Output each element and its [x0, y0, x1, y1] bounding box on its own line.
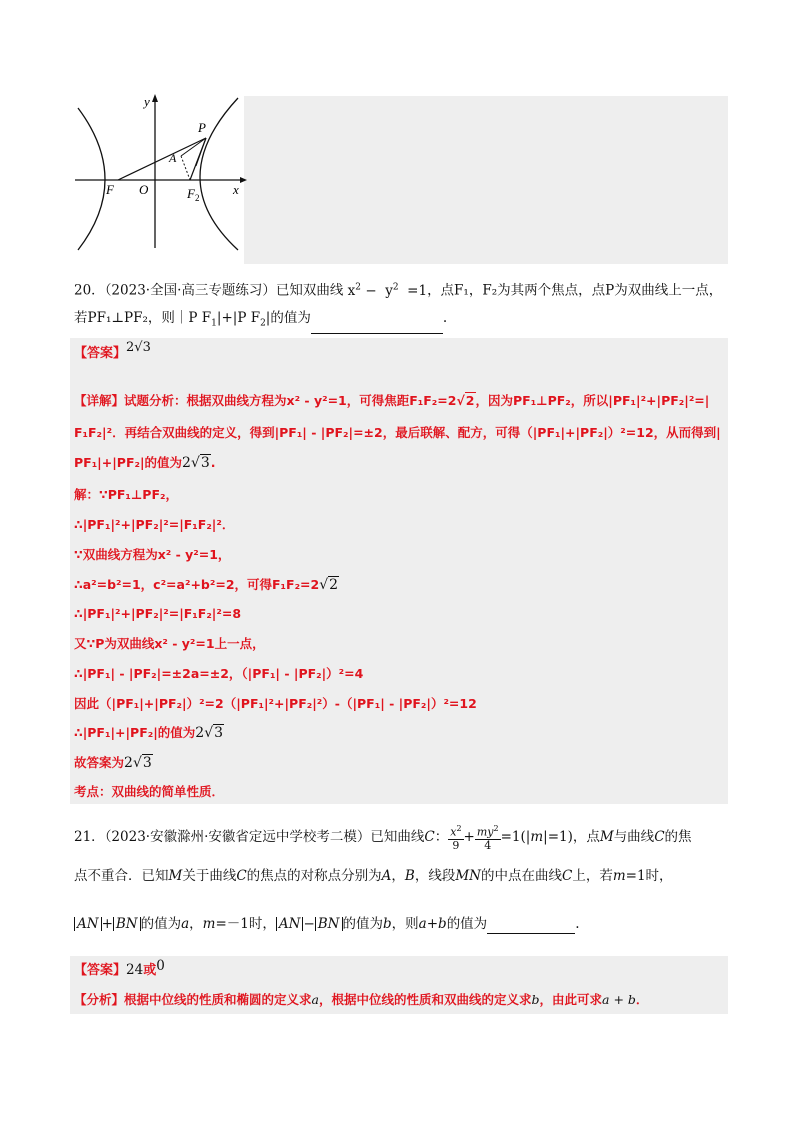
q21-line2-d: ，线段 — [414, 868, 456, 884]
q20-answer-blank[interactable] — [311, 319, 443, 334]
q21-answer-blank[interactable] — [487, 919, 575, 934]
q21-answer-value: 24 — [126, 962, 144, 978]
dashed-a-f2 — [181, 156, 190, 180]
curve-c-4: C — [561, 868, 573, 884]
label-p: P — [198, 120, 206, 135]
q20-sol-line1: 解：∵PF₁⊥PF₂， — [74, 487, 178, 502]
label-y: y — [144, 94, 150, 109]
q20-final-answer: 2√3 — [124, 755, 152, 771]
q21-answer-or: 或 — [143, 963, 157, 978]
q20-sol-line2: ∴|PF₁|²+|PF₂|²=|F₁F₂|²． — [74, 517, 235, 532]
q21-sum-expression: AN + BN — [74, 916, 141, 932]
q20-detail-line3 — [74, 453, 216, 473]
q21-analysis-text3: ，由此可求 — [539, 992, 603, 1007]
q20-sol-line6: 又∵P为双曲线x² - y²=1上一点， — [74, 636, 265, 651]
q20-detail-line1 — [74, 391, 709, 411]
q21-line3-b: ， — [189, 916, 203, 932]
q21-analysis-end: ． — [635, 992, 649, 1007]
point-m: M — [599, 828, 614, 845]
q21-answer-label: 【答案】 — [74, 963, 127, 978]
q20-stem-text: 已知双曲线 — [275, 282, 344, 299]
q20-detail-end: . — [210, 455, 216, 470]
q20-detail-text1b: ，因为PF₁⊥PF₂，所以|PF₁|²+|PF₂|²=| — [475, 393, 710, 408]
curve-c-2: C — [654, 828, 665, 845]
analysis-var-a: a — [311, 992, 319, 1007]
q20-sol-line4 — [74, 575, 339, 595]
label-f2: $F_2$ — [187, 186, 200, 203]
q20-detail-line2 — [74, 423, 721, 443]
q20-detail-text2: F₁F₂|²．再结合双曲线的定义，得到|PF₁| - |PF₂|=±2，最后联解、配方，可得（|PF₁|+|PF₂|）²=12，从而得到| — [74, 425, 721, 440]
q21-stem-point: ，点 — [572, 828, 600, 845]
q21-stem-text: 已知曲线 — [370, 828, 425, 845]
points-ab: A — [381, 868, 392, 884]
q21-analysis-line — [74, 990, 648, 1010]
q21-curve-equation: ： $\frac{x^2}{9}$ + $\frac{my^2}{4}$ =1(|m|=1) — [434, 824, 573, 852]
var-b-2: b — [438, 916, 447, 932]
q21-line2-c: 的焦点的对称点分别为 — [246, 868, 382, 884]
q21-line2-f: 上，若 — [572, 868, 613, 884]
q20-detail-result: 2√3 — [182, 455, 210, 471]
label-f: F — [106, 182, 114, 197]
label-a: A — [169, 151, 177, 165]
q20-sol-result: 2√3 — [195, 725, 224, 741]
q20-sol-line8: 因此（|PF₁|+|PF₂|）²=2（|PF₁|²+|PF₂|²）-（|PF₁| - |PF₂|）²=12 — [74, 696, 477, 711]
q20-stem-line1 — [74, 277, 722, 301]
hyperbola-figure — [70, 90, 250, 252]
q20-equation: $x^2 - y^2 =1$ — [343, 282, 428, 299]
q20-answer-value: 2√3 — [126, 340, 151, 355]
curve-c-3: C — [236, 868, 247, 884]
x-axis-arrow — [240, 177, 247, 183]
q21-period: . — [575, 916, 580, 932]
analysis-a-plus-b: a + b — [602, 992, 636, 1007]
sqrt2-symbol: √2 — [456, 393, 475, 408]
q20-stem-rest: ，点F₁，F₂为其两个焦点，点P为双曲线上一点， — [427, 282, 723, 299]
q21-line3-f: 的值为 — [446, 916, 488, 932]
figure-background — [244, 96, 728, 264]
q20-value-of: 的值为 — [270, 310, 311, 326]
q21-stem-line2: 点不重合．已知M关于曲线C的焦点的对称点分别为A，B，线段MN的中点在曲线C上，若m=1时， — [74, 868, 673, 884]
q21-analysis-label: 【分析】 — [74, 992, 125, 1007]
sqrt2-symbol-2: √2 — [319, 577, 339, 593]
q21-diff-expression: AN − BN — [276, 916, 343, 932]
analysis-var-b: b — [531, 992, 540, 1007]
q20-period: . — [442, 310, 448, 326]
q20-condition: 若PF₁⊥PF₂，则 — [74, 310, 175, 326]
q21-stem-focus: 的焦 — [664, 828, 692, 845]
q20-sol-line3: ∵双曲线方程为x² - y²=1， — [74, 547, 231, 562]
q20-sol-text9: ∴|PF₁|+|PF₂|的值为 — [74, 725, 196, 740]
q21-stem-line3 — [74, 914, 579, 934]
q21-answer-line — [74, 960, 165, 981]
y-axis-arrow — [152, 94, 158, 102]
q21-line2-g: =1时， — [625, 868, 673, 884]
q20-answer-line — [74, 340, 151, 364]
q20-source: （2023·全国·高三专题练习） — [104, 282, 276, 299]
q20-detail-text1: 试题分析：根据双曲线方程为x² - y²=1，可得焦距F₁F₂=2 — [124, 393, 457, 408]
q20-sol-line7: ∴|PF₁| - |PF₂|=±2a=±2，（|PF₁| - |PF₂|）²=4 — [74, 666, 364, 681]
hyperbola-left-branch — [78, 108, 105, 250]
q20-number: 20． — [74, 282, 105, 299]
var-m: m — [612, 868, 626, 884]
q20-answer-label: 【答案】 — [74, 346, 127, 361]
q20-sol-line5: ∴|PF₁|²+|PF₂|²=|F₁F₂|²=8 — [74, 606, 242, 621]
q21-number: 21． — [74, 828, 105, 845]
q20-expression: ｜P $F_1|+|P$ $F_2|$ — [174, 310, 271, 329]
var-b: b — [383, 916, 392, 932]
q21-line2-b: 关于曲线 — [182, 868, 237, 884]
q20-stem-line2 — [74, 308, 447, 334]
q20-sol-line9 — [74, 723, 224, 743]
var-a: a — [181, 916, 190, 932]
plus-sign: + — [426, 916, 439, 932]
label-x: x — [233, 182, 239, 197]
q21-analysis-text1: 根据中位线的性质和椭圆的定义求 — [124, 992, 312, 1007]
q20-detail-text3: PF₁|+|PF₂|的值为 — [74, 455, 183, 470]
q21-line2-e: 的中点在曲线 — [480, 868, 562, 884]
q21-line2-a: 点不重合．已知 — [74, 868, 169, 884]
q21-source: （2023·安徽滁州·安徽省定远中学校考二模） — [104, 828, 371, 845]
segment-mn: MN — [455, 868, 481, 884]
q21-analysis-text2: ，根据中位线的性质和双曲线的定义求 — [318, 992, 532, 1007]
q21-line3-c: =－1时， — [215, 916, 276, 932]
a-plus-b: a — [418, 916, 427, 932]
q21-line3-a: 的值为 — [140, 916, 182, 932]
label-o: O — [139, 182, 149, 197]
q21-stem-line1 — [74, 823, 692, 852]
point-b: B — [404, 868, 415, 884]
curve-c: C — [424, 828, 435, 845]
q21-answer-value2: 0 — [156, 958, 165, 974]
q20-sol-text10: 故答案为 — [74, 755, 125, 770]
var-m-2: m — [202, 916, 216, 932]
q20-sol-line11: 考点：双曲线的简单性质． — [74, 784, 225, 799]
point-m-2: M — [168, 868, 183, 884]
q20-sol-text4: ∴a²=b²=1，c²=a²+b²=2，可得F₁F₂=2 — [74, 577, 320, 592]
q20-detail-label: 【详解】 — [74, 393, 125, 408]
q21-line3-d: 的值为 — [342, 916, 383, 932]
q20-sol-line10 — [74, 753, 153, 773]
q21-line3-e: ，则 — [391, 916, 419, 932]
q21-stem-with: 与曲线 — [613, 828, 655, 845]
